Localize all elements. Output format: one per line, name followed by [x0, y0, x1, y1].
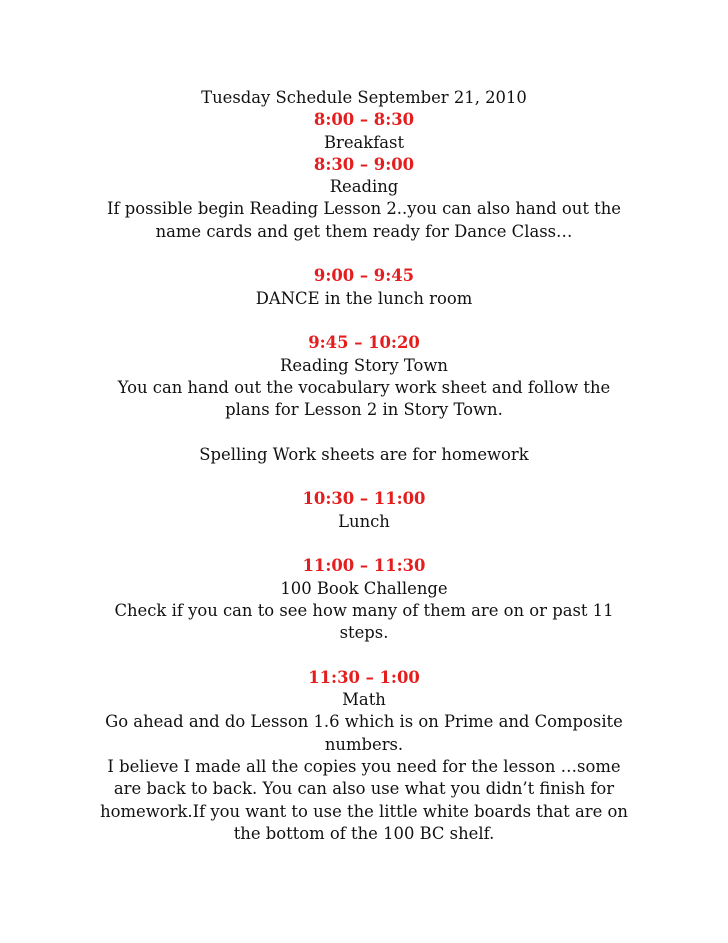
note-line: If possible begin Reading Lesson 2..you can also hand out the — [107, 199, 621, 219]
activity-label: 100 Book Challenge — [280, 578, 448, 598]
note-line: name cards and get them ready for Dance Class… — [155, 221, 573, 241]
spacer — [96, 533, 632, 555]
note-line: Go ahead and do Lesson 1.6 which is on Prime and Composite — [105, 712, 623, 732]
note-line: I believe I made all the copies you need for the lesson …some — [107, 756, 621, 776]
spacer — [96, 466, 632, 488]
activity-label: Breakfast — [323, 132, 405, 152]
spacer — [96, 421, 632, 443]
note-line: plans for Lesson 2 in Story Town. — [225, 400, 503, 420]
schedule-content — [96, 87, 632, 845]
time-slot: 8:00 – 8:30 — [313, 110, 415, 130]
note-line: the bottom of the 100 BC shelf. — [233, 823, 495, 843]
spacer — [96, 310, 632, 332]
note-line: numbers. — [324, 734, 404, 754]
note-line: You can hand out the vocabulary work sheet and follow the — [117, 377, 611, 397]
activity-label: Reading Story Town — [280, 355, 448, 375]
activity-label: Reading — [329, 177, 399, 197]
time-slot: 10:30 – 11:00 — [302, 489, 426, 509]
time-slot: 11:00 – 11:30 — [302, 556, 426, 576]
note-line: Check if you can to see how many of them are on or past 11 — [114, 600, 614, 620]
note-line: steps. — [339, 623, 389, 643]
note-line: homework.If you want to use the little white boards that are on — [100, 801, 628, 821]
activity-label: DANCE in the lunch room — [255, 288, 473, 308]
spacer — [96, 243, 632, 265]
schedule-title: Tuesday Schedule September 21, 2010 — [201, 88, 527, 107]
time-slot: 11:30 – 1:00 — [308, 667, 420, 687]
note-line: Spelling Work sheets are for homework — [199, 444, 529, 464]
time-slot: 9:45 – 10:20 — [308, 333, 420, 353]
time-slot: 9:00 – 9:45 — [313, 266, 415, 286]
activity-label: Math — [342, 690, 386, 710]
spacer — [96, 644, 632, 666]
time-slot: 8:30 – 9:00 — [313, 154, 415, 174]
note-line: are back to back. You can also use what you didn’t finish for — [113, 779, 615, 799]
activity-label: Lunch — [338, 511, 390, 531]
